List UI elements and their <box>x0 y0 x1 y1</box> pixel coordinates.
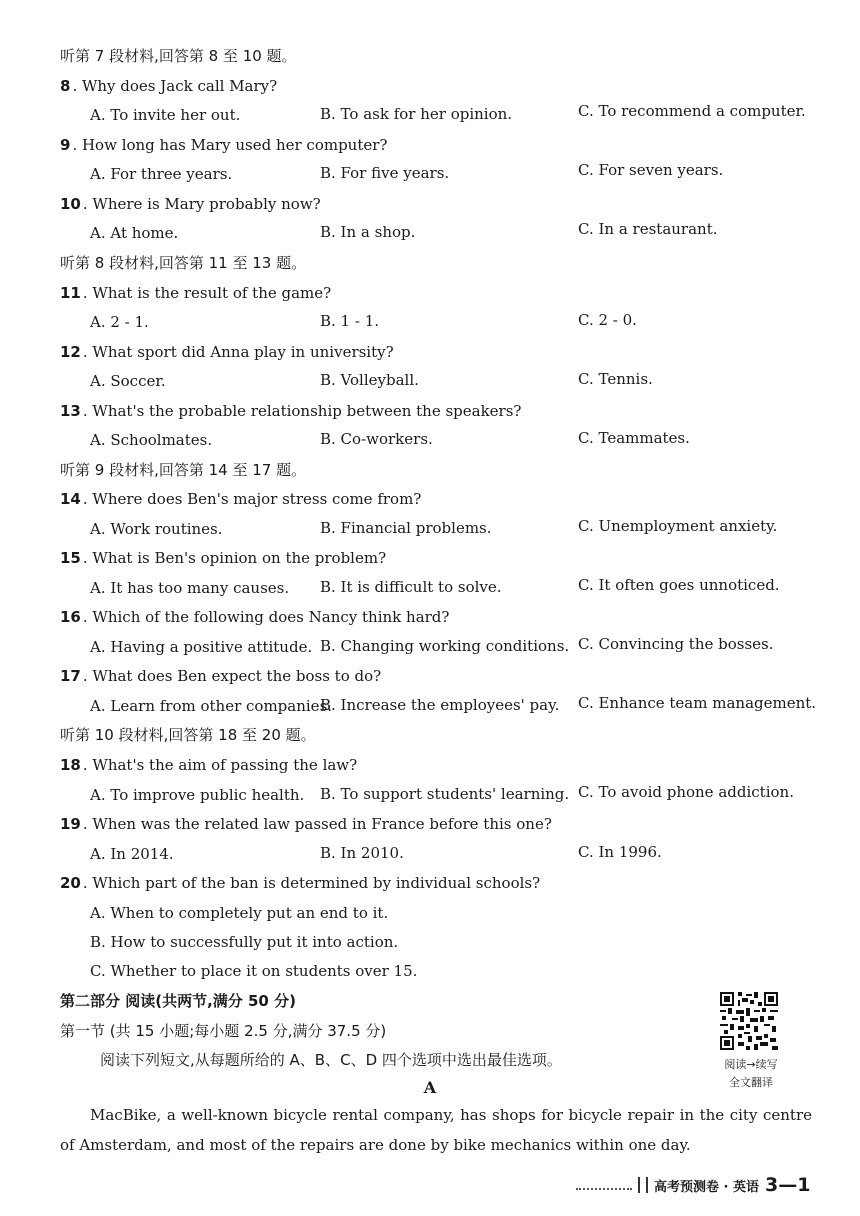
option-c: C. To recommend a computer. <box>578 102 806 120</box>
option-b: B. Increase the employees' pay. <box>320 696 560 714</box>
qr-caption: 全文翻译 <box>729 1076 773 1089</box>
question-text: . What is Ben's opinion on the problem? <box>82 549 387 567</box>
qr-code-icon[interactable] <box>720 992 778 1050</box>
section-header: 听第 9 段材料,回答第 14 至 17 题。 <box>60 461 307 479</box>
option-b: B. For five years. <box>320 164 450 182</box>
option-a: A. To improve public health. <box>90 786 305 804</box>
option-c: C. It often goes unnoticed. <box>578 576 780 594</box>
question-17 <box>60 666 381 686</box>
section-header: 听第 8 段材料,回答第 11 至 13 题。 <box>60 254 307 272</box>
footer-divider <box>638 1177 648 1193</box>
question-15 <box>60 548 386 568</box>
question-number: 13 <box>60 402 81 420</box>
question-19 <box>60 814 552 834</box>
option-b: B. In a shop. <box>320 223 416 241</box>
option-c: C. Whether to place it on students over 15. <box>90 962 418 980</box>
option-a: A. For three years. <box>90 165 233 183</box>
question-number: 14 <box>60 490 81 508</box>
question-number: 20 <box>60 874 81 892</box>
option-a: A. Work routines. <box>90 520 223 538</box>
option-b: B. How to successfully put it into action. <box>90 933 399 951</box>
question-text: . What's the probable relationship between the speakers? <box>82 402 522 420</box>
option-c: C. For seven years. <box>578 161 724 179</box>
option-b: B. Co-workers. <box>320 430 433 448</box>
option-b: B. To support students' learning. <box>320 785 570 803</box>
footer-label: 高考预测卷 · 英语 <box>654 1179 759 1195</box>
option-c: C. In 1996. <box>578 843 662 861</box>
option-c: C. Enhance team management. <box>578 694 817 712</box>
part-title: 第二部分 阅读(共两节,满分 50 分) <box>60 992 296 1010</box>
option-c: C. Teammates. <box>578 429 690 447</box>
option-b: B. Financial problems. <box>320 519 492 537</box>
question-8 <box>60 76 277 96</box>
question-number: 17 <box>60 667 81 685</box>
question-text: . Which part of the ban is determined by individual schools? <box>82 874 541 892</box>
question-text: . What sport did Anna play in university? <box>82 343 394 361</box>
question-text: . What is the result of the game? <box>82 284 332 302</box>
option-c: C. Unemployment anxiety. <box>578 517 778 535</box>
section-title: 第一节 (共 15 小题;每小题 2.5 分,满分 37.5 分) <box>60 1022 387 1040</box>
option-c: C. To avoid phone addiction. <box>578 783 794 801</box>
qr-caption: 阅读→续写 <box>724 1058 778 1071</box>
option-a: A. Learn from other companies. <box>90 697 333 715</box>
page-footer <box>576 1174 810 1196</box>
option-a: A. To invite her out. <box>90 106 241 124</box>
question-20 <box>60 873 540 893</box>
passage-paragraph: MacBike, a well-known bicycle rental company, has shops for bicycle repair in the city centre of Amsterdam, and most of the repairs are done by bike mechanics within one day. <box>60 1106 812 1154</box>
passage-letter: A <box>423 1078 437 1097</box>
question-9 <box>60 135 387 155</box>
question-number: 9 <box>60 136 71 154</box>
question-number: 10 <box>60 195 81 213</box>
question-number: 19 <box>60 815 81 833</box>
question-number: 8 <box>60 77 71 95</box>
question-number: 12 <box>60 343 81 361</box>
question-11 <box>60 283 331 303</box>
question-number: 18 <box>60 756 81 774</box>
option-a: A. In 2014. <box>90 845 174 863</box>
question-12 <box>60 342 394 362</box>
question-text: . Which of the following does Nancy think hard? <box>82 608 450 626</box>
option-a: A. Soccer. <box>90 372 166 390</box>
question-text: . Why does Jack call Mary? <box>72 77 278 95</box>
option-b: B. To ask for her opinion. <box>320 105 513 123</box>
section-header: 听第 7 段材料,回答第 8 至 10 题。 <box>60 47 297 65</box>
question-14 <box>60 489 421 509</box>
option-a: A. 2 - 1. <box>90 313 149 331</box>
option-c: C. 2 - 0. <box>578 311 637 329</box>
option-b: B. It is difficult to solve. <box>320 578 502 596</box>
option-b: B. 1 - 1. <box>320 312 380 330</box>
option-a: A. Schoolmates. <box>90 431 213 449</box>
option-b: B. Volleyball. <box>320 371 419 389</box>
question-number: 15 <box>60 549 81 567</box>
footer-rule <box>576 1180 632 1190</box>
page-number: 3—1 <box>765 1174 811 1196</box>
option-a: A. At home. <box>90 224 179 242</box>
option-b: B. Changing working conditions. <box>320 637 570 655</box>
question-text: . What does Ben expect the boss to do? <box>82 667 382 685</box>
option-c: C. Tennis. <box>578 370 653 388</box>
question-16 <box>60 607 449 627</box>
option-a: A. When to completely put an end to it. <box>90 904 389 922</box>
option-c: C. Convincing the bosses. <box>578 635 774 653</box>
question-number: 11 <box>60 284 81 302</box>
question-10 <box>60 194 321 214</box>
section-header: 听第 10 段材料,回答第 18 至 20 题。 <box>60 726 316 744</box>
question-13 <box>60 401 521 421</box>
option-a: A. It has too many causes. <box>90 579 290 597</box>
question-text: . Where is Mary probably now? <box>82 195 321 213</box>
question-text: . What's the aim of passing the law? <box>82 756 358 774</box>
question-text: . How long has Mary used her computer? <box>72 136 388 154</box>
option-c: C. In a restaurant. <box>578 220 718 238</box>
option-b: B. In 2010. <box>320 844 404 862</box>
question-18 <box>60 755 357 775</box>
instruction: 阅读下列短文,从每题所给的 A、B、C、D 四个选项中选出最佳选项。 <box>100 1051 562 1069</box>
option-a: A. Having a positive attitude. <box>90 638 313 656</box>
question-number: 16 <box>60 608 81 626</box>
question-text: . Where does Ben's major stress come from? <box>82 490 422 508</box>
question-text: . When was the related law passed in France before this one? <box>82 815 552 833</box>
